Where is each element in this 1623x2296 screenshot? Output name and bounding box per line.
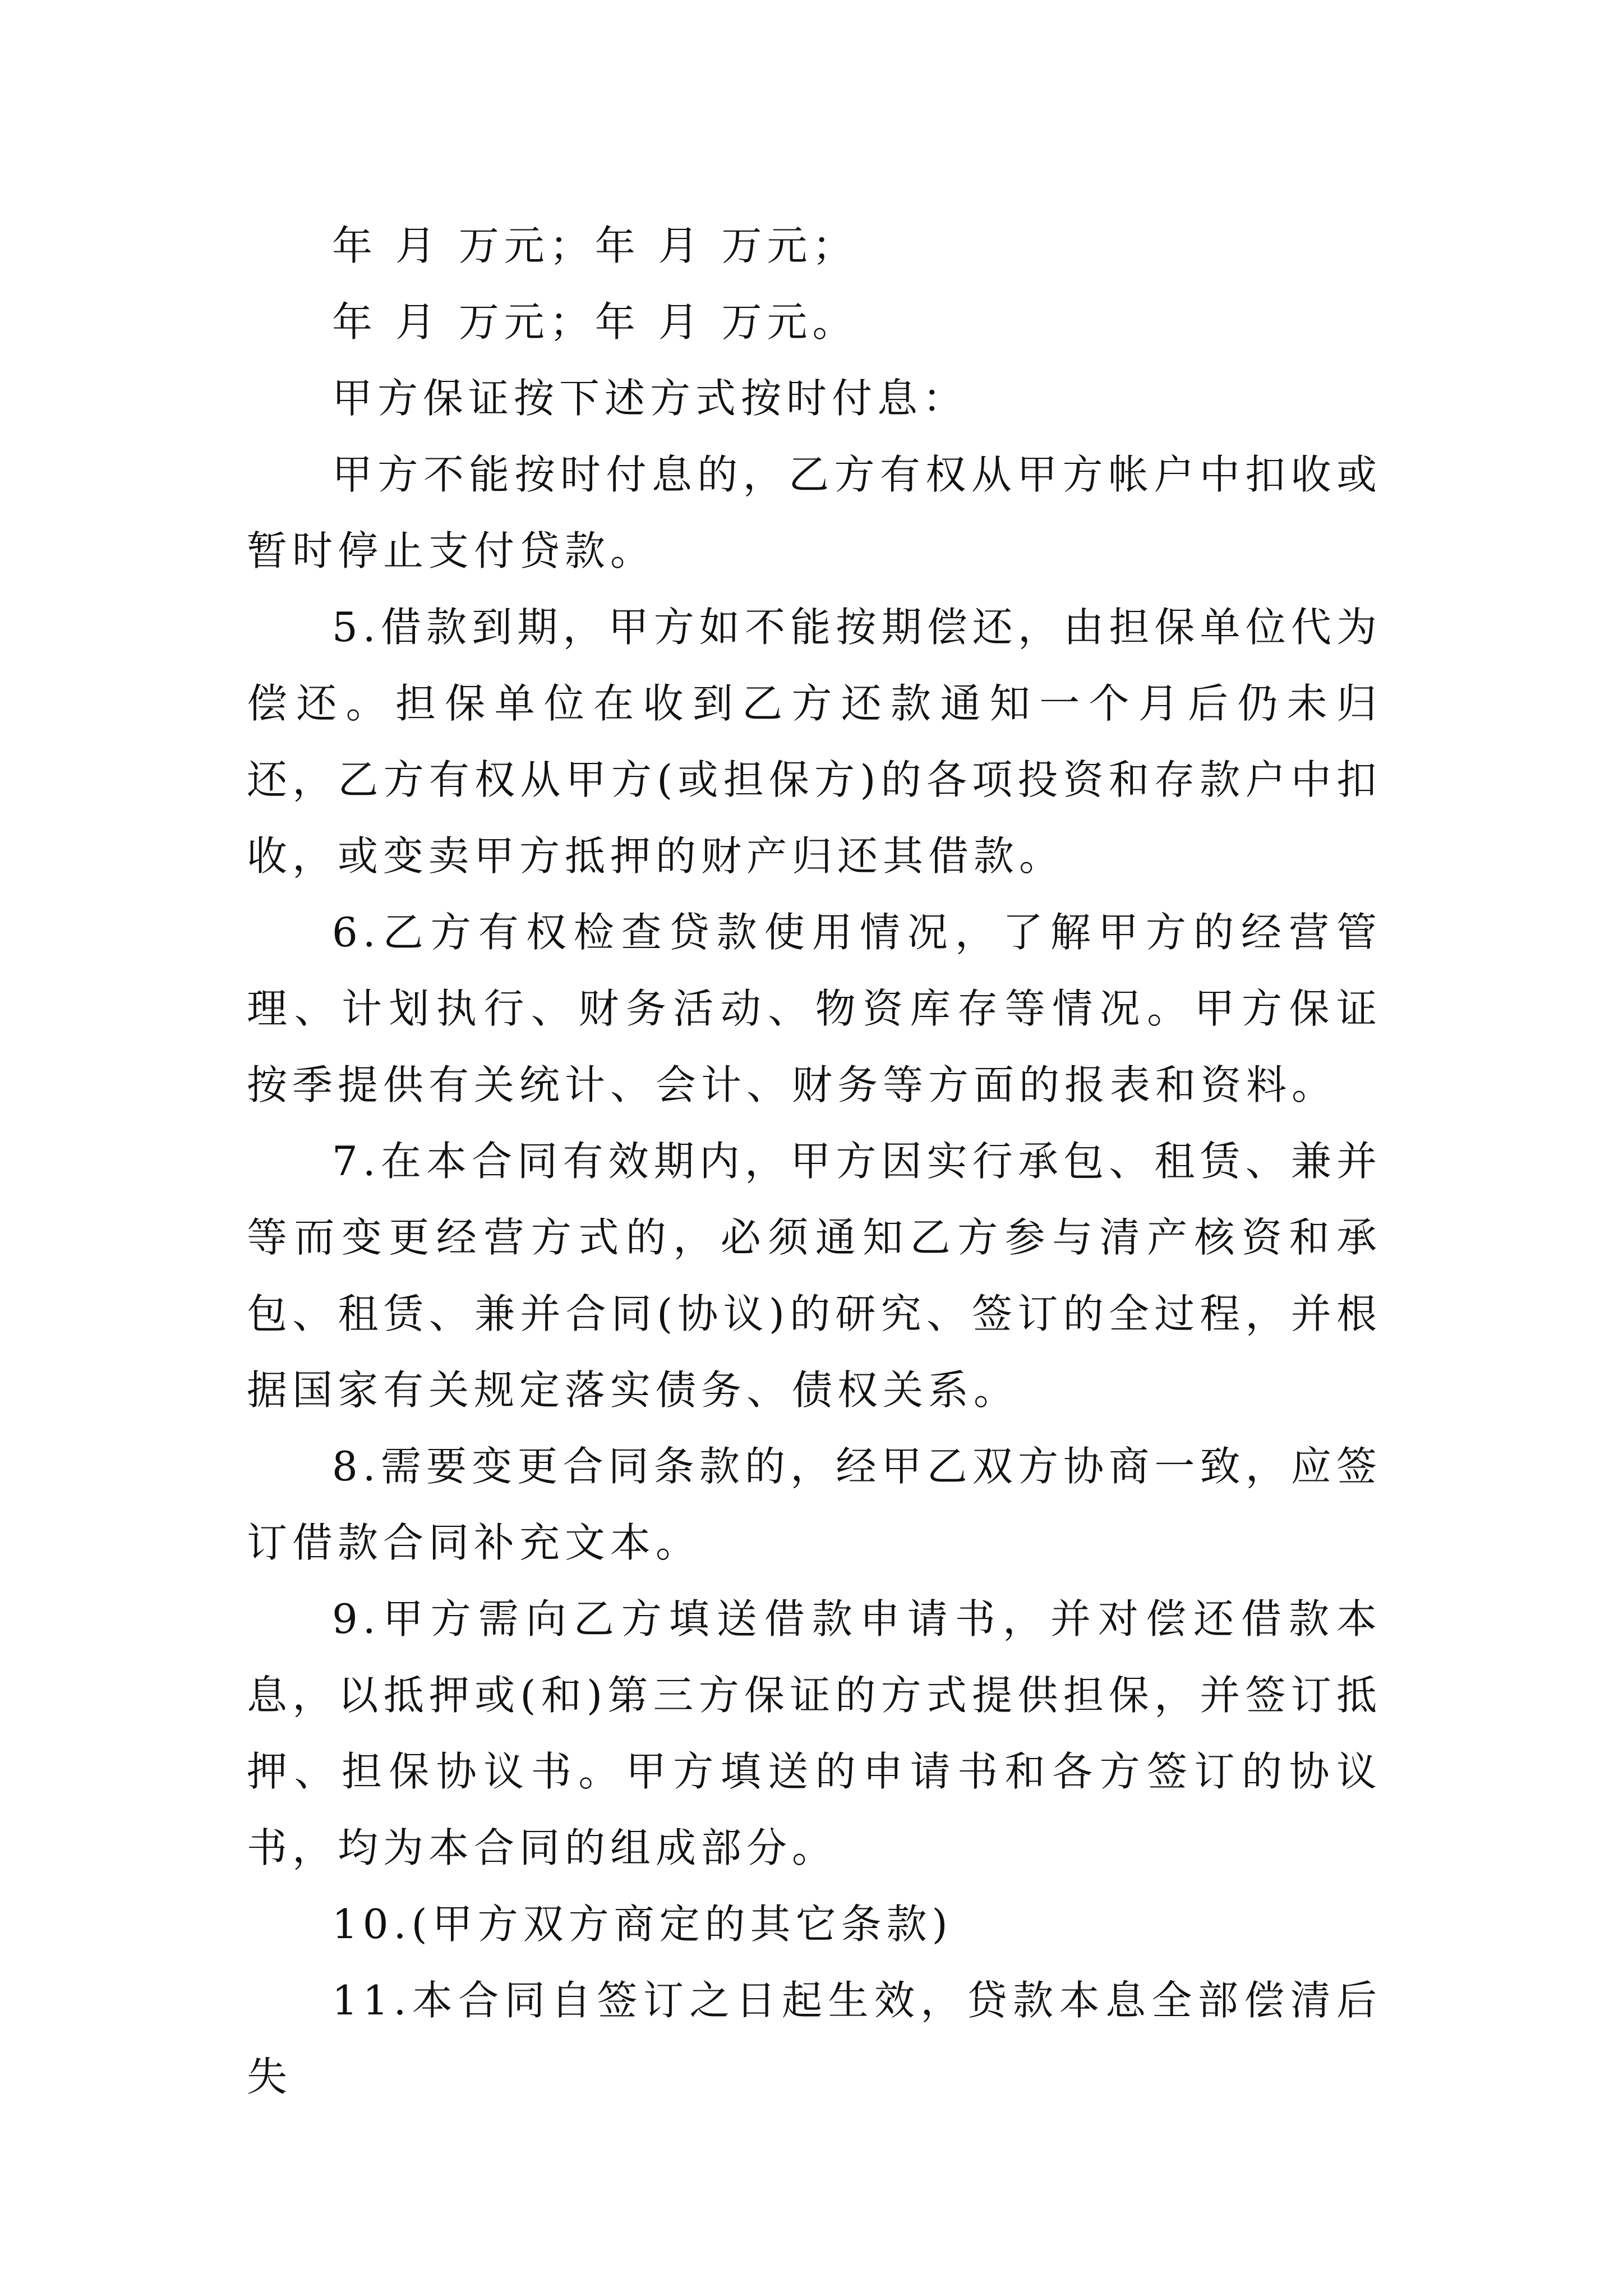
clause-8: 8.需要变更合同条款的，经甲乙双方协商一致，应签订借款合同补充文本。	[247, 1443, 1382, 1566]
interest-payment-clause: 甲方保证按下述方式按时付息：	[332, 375, 969, 422]
clause-5: 5.借款到期，甲方如不能按期偿还，由担保单位代为偿还。担保单位在收到乙方还款通知一个月后仍未归还，乙方有权从甲方(或担保方)的各项投资和存款户中扣收，或变卖甲方抵押的财产归还其借款。	[247, 604, 1382, 880]
installment-line-2: 年 月 万元；年 月 万元。	[332, 298, 858, 346]
late-interest-clause: 甲方不能按时付息的，乙方有权从甲方帐户中扣收或暂时停止支付贷款。	[247, 451, 1382, 574]
clause-11: 11.本合同自签订之日起生效，贷款本息全部偿清后失	[247, 1977, 1382, 2100]
document-body	[247, 208, 1382, 2115]
clause-9: 9.甲方需向乙方填送借款申请书，并对偿还借款本息，以抵押或(和)第三方保证的方式提供担保，并签订抵押、担保协议书。甲方填送的申请书和各方签订的协议书，均为本合同的组成部分。	[247, 1595, 1382, 1871]
clause-6: 6.乙方有权检查贷款使用情况，了解甲方的经营管理、计划执行、财务活动、物资库存等情况。甲方保证按季提供有关统计、会计、财务等方面的报表和资料。	[247, 909, 1382, 1108]
clause-10: 10.(甲方双方商定的其它条款)	[332, 1901, 953, 1948]
clause-7: 7.在本合同有效期内，甲方因实行承包、租赁、兼并等而变更经营方式的，必须通知乙方参与清产核资和承包、租赁、兼并合同(协议)的研究、签订的全过程，并根据国家有关规定落实债务、债权关系。	[247, 1138, 1382, 1414]
installment-line-1: 年 月 万元；年 月 万元；	[332, 222, 858, 269]
